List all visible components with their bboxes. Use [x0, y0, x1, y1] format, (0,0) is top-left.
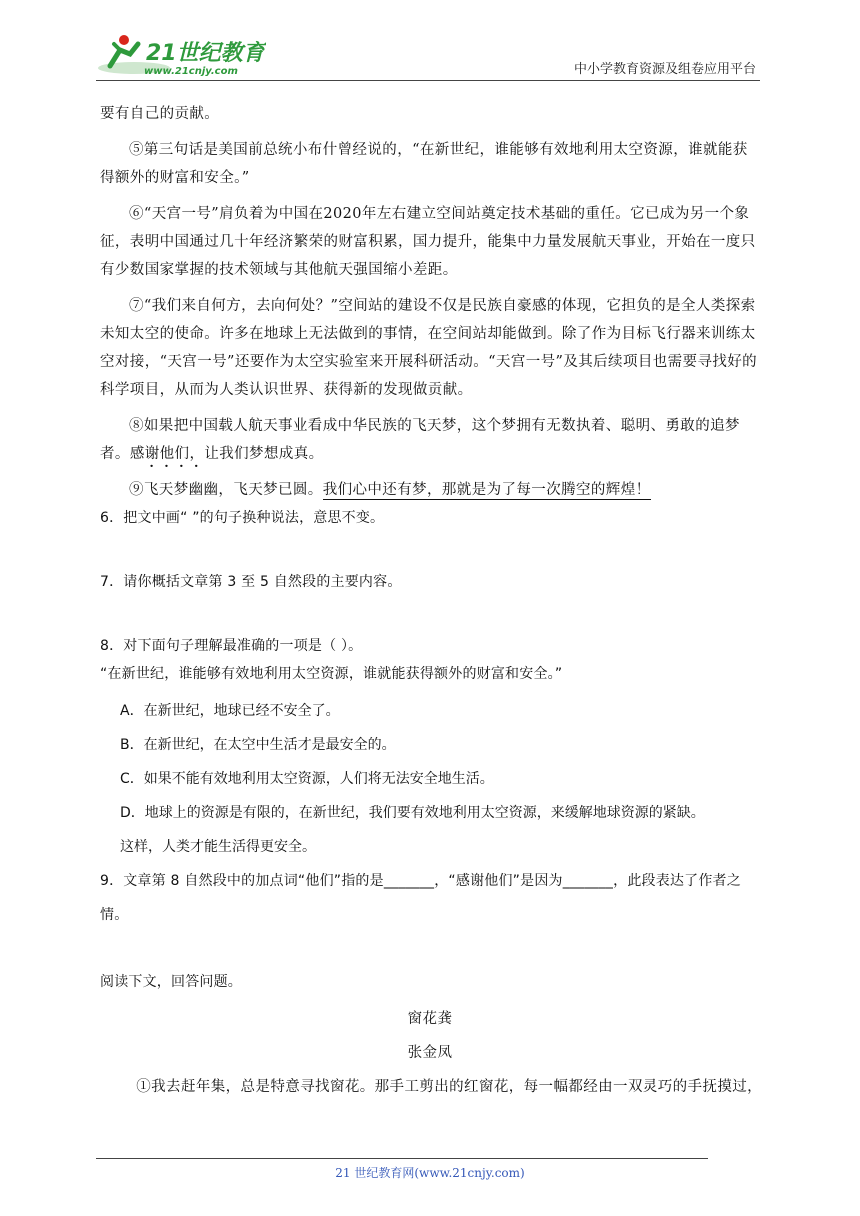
dotted-char: 他: [159, 446, 175, 462]
paragraph-continuation: 要有自己的贡献。: [100, 106, 220, 122]
logo-url: www.21cnjy.com: [144, 66, 238, 77]
question-9: 9．文章第 8 自然段中的加点词“他们”指的是_______，“感谢他们”是因为_______，此段表达了作者之情。: [100, 873, 741, 923]
question-8: 8．对下面句子理解最准确的一项是（ ）。: [100, 638, 363, 654]
paragraph-7: ⑦“我们来自何方，去向何处？”空间站的建设不仅是民族自豪感的体现，它担负的是全人类探索未知太空的使命。许多在地球上无法做到的事情，在空间站却能做到。除了作为目标飞行器来训练太空对接，“天宫一号”还要作为太空实验室来开展科研活动。“天宫一号”及其后续项目也需要寻找好的科学项目，从而为人类认识世界、获得新的发现做贡献。: [100, 298, 758, 398]
logo-21cnjy: [96, 30, 266, 78]
question-7: 7．请你概括文章第 3 至 5 自然段的主要内容。: [100, 574, 402, 590]
page-header: [96, 30, 760, 82]
paragraph-8-text: ⑧如果把中国载人航天事业看成中华民族的飞天梦，这个梦拥有无数执着、聪明、勇敢的追梦者。: [100, 418, 740, 462]
header-divider: [96, 80, 760, 81]
paragraph-8: [100, 412, 760, 468]
option-a: A．在新世纪，地球已经不安全了。: [120, 703, 340, 719]
article-paragraph-1: ①我去赶年集，总是特意寻找窗花。那手工剪出的红窗花，每一幅都经由一双灵巧的手抚摸过，: [136, 1079, 763, 1095]
article-author: 张金凤: [407, 1045, 453, 1061]
dotted-char: 谢: [144, 446, 160, 462]
reading-intro: 阅读下文，回答问题。: [100, 974, 242, 990]
document-body: [100, 100, 763, 1104]
paragraph-9: [100, 476, 760, 504]
paragraph-6: ⑥“天宫一号”肩负着为中国在2020年左右建立空间站奠定技术基础的重任。它已成为另一个象征，表明中国通过几十年经济繁荣的财富积累，国力提升，能集中力量发展航天事业，开始在一度只有少数国家掌握的技术领域与其他航天强国缩小差距。: [100, 206, 756, 278]
paragraph-9-text: ⑨飞天梦幽幽，飞天梦已圆。: [129, 482, 323, 498]
paragraph-8-tail: ，让我们梦想成真。: [189, 446, 324, 462]
paragraph-5: ⑤第三句话是美国前总统小布什曾经说的，“在新世纪，谁能够有效地利用太空资源，谁就能获得额外的财富和安全。”: [100, 142, 748, 186]
header-platform-name: 中小学教育资源及组卷应用平台: [573, 62, 756, 77]
footer-divider: [96, 1158, 708, 1159]
article-title: 窗花龚: [407, 1011, 453, 1027]
logo-title: 21世纪教育: [146, 41, 265, 66]
question-6: 6．把文中画“ ”的句子换种说法，意思不变。: [100, 510, 385, 526]
option-d-continued: 这样，人类才能生活得更安全。: [120, 839, 316, 855]
option-b: B．在新世纪，在太空中生活才是最安全的。: [120, 737, 396, 753]
underlined-sentence: 我们心中还有梦，那就是为了每一次腾空的辉煌！: [322, 482, 651, 498]
option-d: D．地球上的资源是有限的，在新世纪，我们要有效地利用太空资源，来缓解地球资源的紧缺。: [120, 805, 705, 821]
option-c: C．如果不能有效地利用太空资源，人们将无法安全地生活。: [120, 771, 494, 787]
footer-source: 21 世纪教育网(www.21cnjy.com): [335, 1166, 525, 1180]
question-8-quote: “在新世纪，谁能够有效地利用太空资源，谁就能获得额外的财富和安全。”: [100, 666, 563, 682]
dotted-char: 感: [129, 446, 145, 462]
dotted-char: 们: [174, 446, 190, 462]
